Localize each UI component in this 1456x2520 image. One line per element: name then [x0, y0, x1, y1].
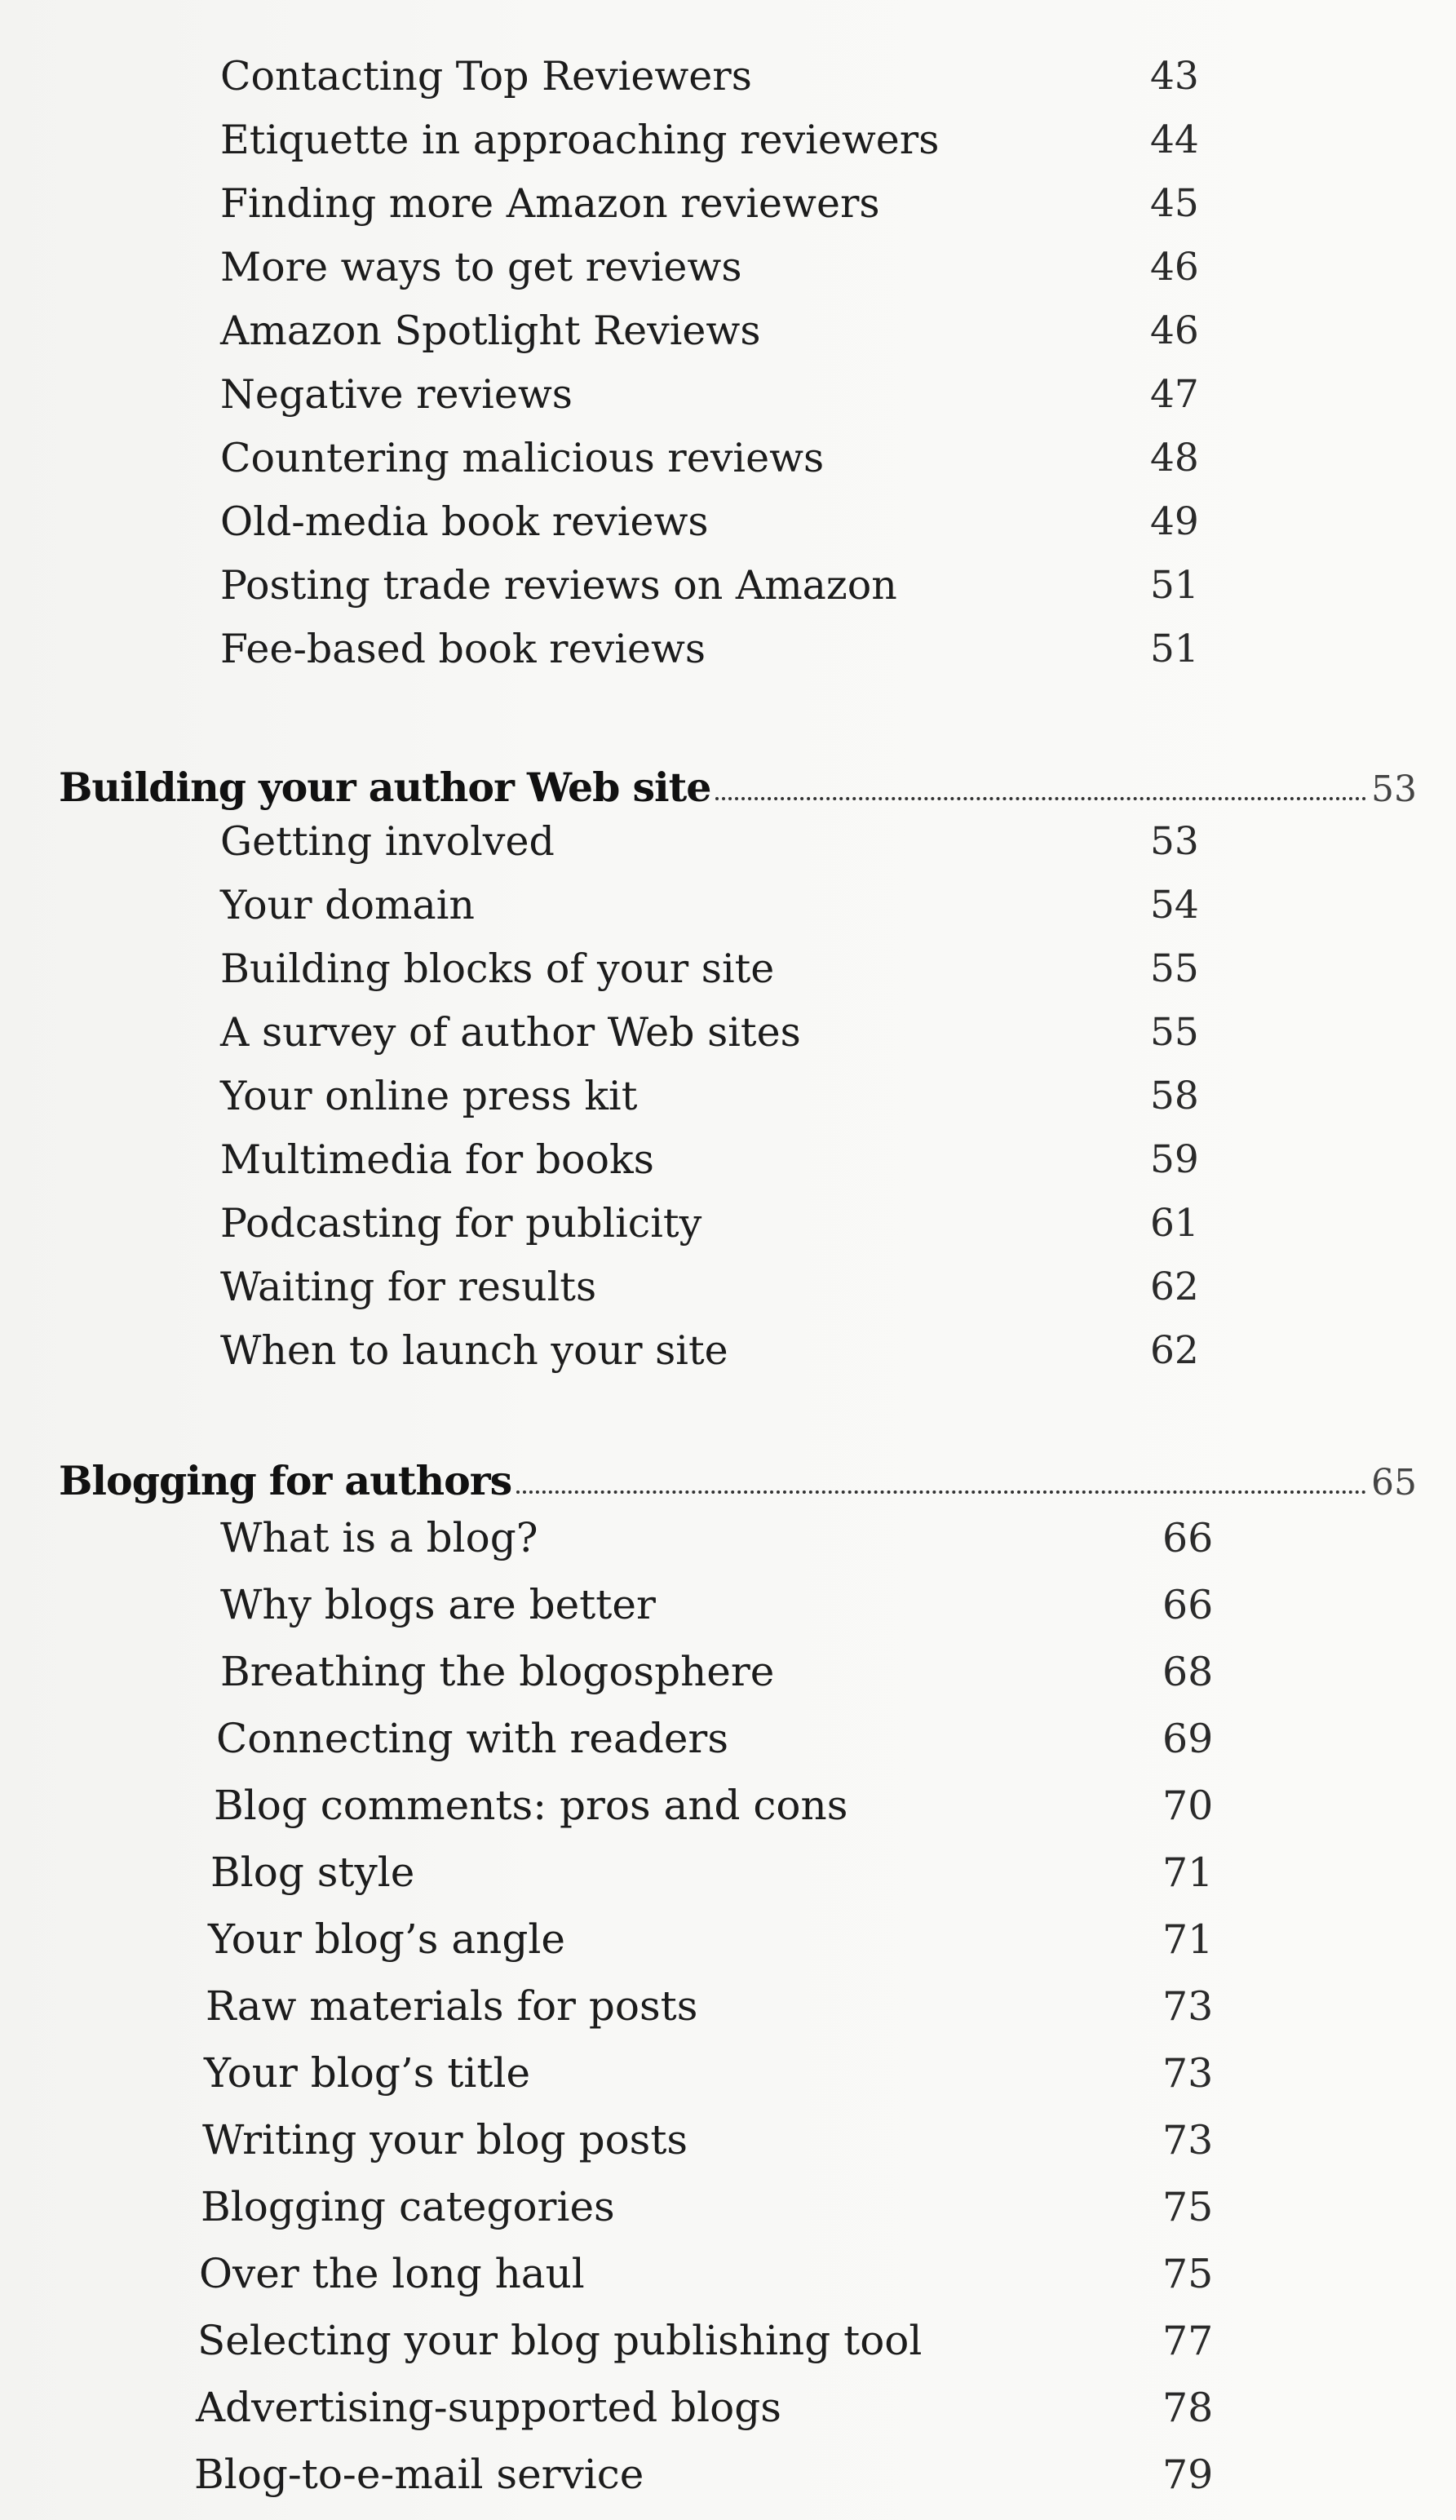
entry-title: Building blocks of your site [220, 945, 775, 992]
toc-entry [0, 44, 1456, 108]
entry-page-number: 54 [1150, 882, 1199, 928]
toc-entry [0, 553, 1456, 617]
entry-title: Raw materials for posts [206, 1982, 698, 2030]
entry-page-number: 78 [1162, 2384, 1214, 2431]
entry-title: What is a blog? [220, 1514, 538, 1561]
entry-title: A survey of author Web sites [220, 1008, 801, 1056]
toc-entry [0, 873, 1456, 937]
entry-title: Selecting your blog publishing tool [197, 2317, 923, 2364]
entry-title: Etiquette in approaching reviewers [220, 116, 940, 163]
toc-entry [0, 1000, 1456, 1064]
entry-title: Your online press kit [220, 1072, 638, 1119]
entry-page-number: 55 [1150, 946, 1199, 991]
entry-page-number: 68 [1162, 1648, 1214, 1695]
entry-page-number: 51 [1150, 562, 1199, 608]
entry-title: Breathing the blogosphere [220, 1648, 775, 1695]
chapter-heading [0, 742, 1456, 811]
entry-title: When to launch your site [220, 1326, 728, 1374]
entry-title: Blogging categories [201, 2183, 615, 2230]
entry-page-number: 71 [1162, 1849, 1214, 1896]
entry-page-number: 49 [1150, 498, 1199, 544]
entry-title: Your blog’s title [204, 2049, 531, 2097]
toc-entry [0, 1255, 1456, 1318]
toc-entry [0, 1839, 1456, 1906]
toc-entry [0, 809, 1456, 873]
toc-section-blogging [0, 1436, 1456, 2508]
entry-title: Connecting with readers [216, 1715, 728, 1762]
entry-title: Waiting for results [220, 1263, 597, 1310]
toc-entry [0, 1318, 1456, 1382]
entry-title: Old-media book reviews [220, 498, 709, 545]
entry-page-number: 62 [1150, 1327, 1199, 1373]
toc-entry [0, 1973, 1456, 2039]
entry-title: Advertising-supported blogs [196, 2384, 781, 2431]
entry-title: Podcasting for publicity [220, 1199, 702, 1247]
toc-entry [0, 235, 1456, 299]
entry-title: Why blogs are better [220, 1581, 656, 1628]
entry-page-number: 48 [1150, 435, 1199, 481]
entry-title: Blog-to-e-mail service [194, 2451, 644, 2498]
entry-page-number: 62 [1150, 1264, 1199, 1309]
toc-entry-list [0, 44, 1456, 680]
toc-entry [0, 1906, 1456, 1973]
entry-page-number: 61 [1150, 1200, 1199, 1246]
toc-entry [0, 617, 1456, 680]
entry-page-number: 75 [1162, 2250, 1214, 2297]
toc-entry-list [0, 1504, 1456, 2508]
chapter-page-number: 53 [1371, 768, 1417, 810]
entry-page-number: 77 [1162, 2317, 1214, 2364]
toc-entry [0, 108, 1456, 171]
toc-entry [0, 1772, 1456, 1839]
toc-entry [0, 2039, 1456, 2106]
entry-page-number: 58 [1150, 1073, 1199, 1118]
toc-entry [0, 171, 1456, 235]
toc-entry [0, 1504, 1456, 1571]
entry-page-number: 66 [1162, 1581, 1214, 1628]
chapter-title: Blogging for authors [59, 1457, 512, 1504]
entry-title: Fee-based book reviews [220, 625, 706, 672]
entry-title: Writing your blog posts [202, 2116, 688, 2163]
entry-page-number: 59 [1150, 1136, 1199, 1182]
entry-page-number: 70 [1162, 1782, 1214, 1829]
toc-entry [0, 2173, 1456, 2240]
toc-entry [0, 1705, 1456, 1772]
entry-page-number: 45 [1150, 180, 1199, 226]
toc-entry [0, 1638, 1456, 1705]
chapter-page-number: 65 [1371, 1462, 1417, 1504]
chapter-heading [0, 1436, 1456, 1504]
entry-title: Countering malicious reviews [220, 434, 825, 481]
toc-entry [0, 1064, 1456, 1127]
toc-entry [0, 1571, 1456, 1638]
toc-section-reviews [0, 44, 1456, 680]
toc-entry [0, 299, 1456, 362]
entry-page-number: 44 [1150, 117, 1199, 162]
leader-dots [715, 797, 1366, 800]
toc-entry [0, 2240, 1456, 2307]
entry-title: Over the long haul [199, 2250, 585, 2297]
toc-entry [0, 2106, 1456, 2173]
toc-entry [0, 362, 1456, 426]
entry-title: Blog style [210, 1849, 415, 1896]
entry-title: Finding more Amazon reviewers [220, 179, 880, 227]
entry-page-number: 47 [1150, 371, 1199, 417]
entry-title: Posting trade reviews on Amazon [220, 561, 897, 609]
entry-page-number: 53 [1150, 818, 1199, 864]
entry-page-number: 75 [1162, 2183, 1214, 2230]
toc-entry-list [0, 809, 1456, 1382]
toc-entry [0, 2374, 1456, 2441]
entry-title: Your blog’s angle [208, 1915, 565, 1963]
entry-title: Blog comments: pros and cons [214, 1782, 848, 1829]
entry-page-number: 69 [1162, 1715, 1214, 1762]
entry-title: More ways to get reviews [220, 243, 742, 290]
toc-entry [0, 426, 1456, 489]
entry-page-number: 73 [1162, 2116, 1214, 2163]
entry-page-number: 46 [1150, 308, 1199, 353]
chapter-title: Building your author Web site [59, 764, 711, 811]
entry-page-number: 51 [1150, 626, 1199, 671]
toc-entry [0, 2307, 1456, 2374]
entry-page-number: 71 [1162, 1915, 1214, 1963]
toc-entry [0, 1127, 1456, 1191]
entry-title: Negative reviews [220, 370, 573, 418]
entry-page-number: 55 [1150, 1009, 1199, 1055]
entry-title: Multimedia for books [220, 1136, 654, 1183]
entry-title: Amazon Spotlight Reviews [220, 307, 761, 354]
leader-dots [516, 1490, 1366, 1494]
entry-title: Your domain [220, 881, 475, 928]
entry-page-number: 66 [1162, 1514, 1214, 1561]
toc-entry [0, 2441, 1456, 2508]
toc-section-web-site [0, 742, 1456, 1382]
entry-page-number: 46 [1150, 244, 1199, 290]
entry-title: Contacting Top Reviewers [220, 52, 752, 100]
entry-title: Getting involved [220, 817, 555, 865]
entry-page-number: 79 [1162, 2451, 1214, 2498]
toc-entry [0, 1191, 1456, 1255]
toc-entry [0, 937, 1456, 1000]
entry-page-number: 43 [1150, 53, 1199, 99]
entry-page-number: 73 [1162, 1982, 1214, 2030]
toc-entry [0, 489, 1456, 553]
entry-page-number: 73 [1162, 2049, 1214, 2097]
